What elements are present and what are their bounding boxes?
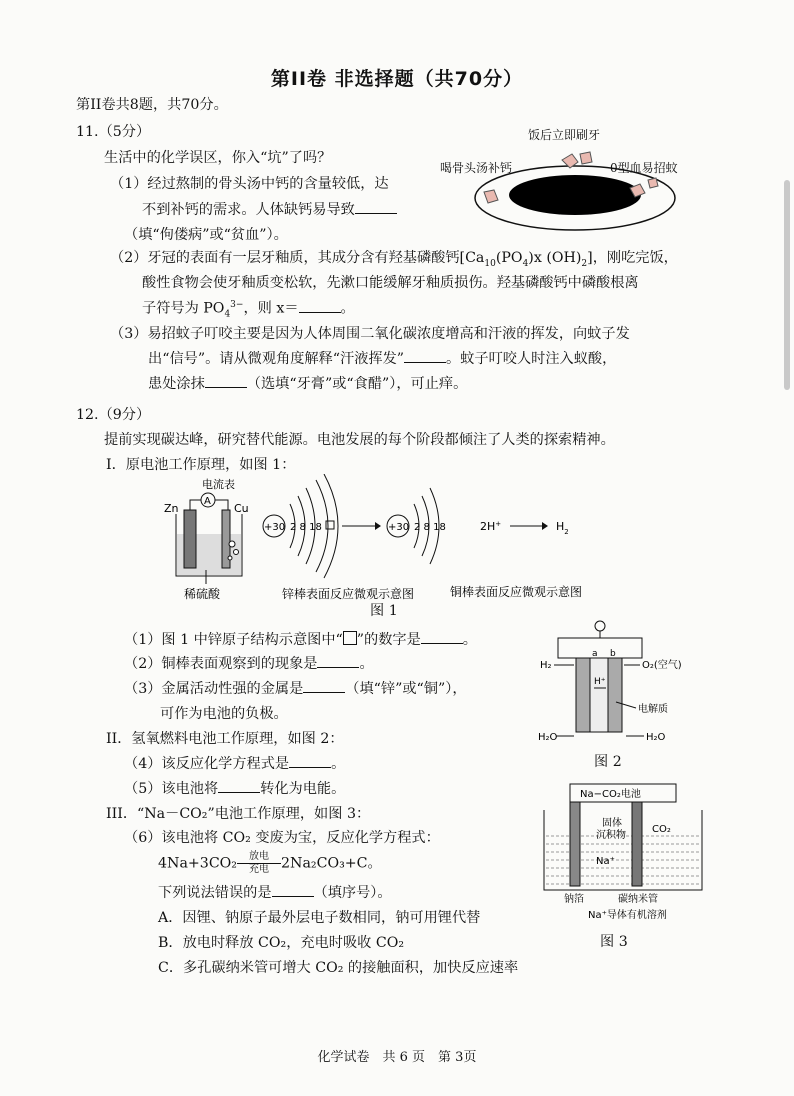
svg-text:H₂: H₂ xyxy=(540,660,552,671)
figure-2-caption: 图 2 xyxy=(594,754,622,770)
page-scrollbar[interactable] xyxy=(784,180,790,390)
figure-2 xyxy=(536,618,716,750)
q11-pitfall-figure xyxy=(470,140,690,240)
svg-text:b: b xyxy=(610,649,616,659)
q11-p2b: 酸性食物会使牙釉质变松软，先漱口能缓解牙釉质损伤。羟基磷酸钙中磷酸根离 xyxy=(142,275,639,291)
svg-text:CO₂: CO₂ xyxy=(652,824,671,835)
q12-item-3b: 可作为电池的负极。 xyxy=(160,706,288,722)
q12-blank-3[interactable] xyxy=(303,691,345,693)
svg-text:2 8 18: 2 8 18 xyxy=(290,522,322,533)
svg-text:+30: +30 xyxy=(388,522,410,533)
svg-text:锌棒表面反应微观示意图: 锌棒表面反应微观示意图 xyxy=(282,587,415,601)
q11-blank-1[interactable] xyxy=(355,212,397,214)
q12-option-b: B．放电时释放 CO₂，充电时吸收 CO₂ xyxy=(158,935,405,951)
q12-item-6b: 下列说法错误的是 （填序号）。 xyxy=(158,885,392,901)
svg-text:钠箔: 钠箔 xyxy=(564,894,584,905)
q12-blank-1[interactable] xyxy=(421,642,463,644)
q12-item-3: （3）金属活动性强的金属是 （填“锌”或“铜”）， xyxy=(124,681,467,697)
svg-text:碳纳米管: 碳纳米管 xyxy=(618,894,658,905)
q12-item-2: （2）铜棒表面观察到的现象是 。 xyxy=(124,656,374,672)
q11-header: 11.（5分） xyxy=(76,124,151,140)
svg-text:Na⁺导体有机溶剂: Na⁺导体有机溶剂 xyxy=(588,910,667,921)
q11-blank-2[interactable] xyxy=(299,311,341,313)
shoe-icon-left xyxy=(484,190,498,203)
svg-text:H₂O: H₂O xyxy=(538,732,558,743)
q12-blank-2[interactable] xyxy=(317,666,359,668)
q12-item-1: （1）图 1 中锌原子结构示意图中“ ”的数字是 。 xyxy=(124,632,477,648)
q11-p1a: （1）经过熬制的骨头汤中钙的含量较低，达 xyxy=(110,176,389,192)
svg-text:a: a xyxy=(592,649,598,659)
svg-text:2 8 18: 2 8 18 xyxy=(414,522,446,533)
q12-section-1: I．原电池工作原理，如图 1： xyxy=(106,457,296,473)
svg-text:O₂(空气): O₂(空气) xyxy=(642,660,682,671)
figure-1-caption: 图 1 xyxy=(370,603,398,619)
svg-text:2H+: 2H+ xyxy=(480,520,502,533)
figure-3 xyxy=(540,780,710,930)
q11-blank-4[interactable] xyxy=(205,386,247,388)
section-intro: 第II卷共8题，共70分。 xyxy=(76,97,228,113)
q12-option-c: C．多孔碳纳米管可增大 CO₂ 的接触面积，加快反应速率 xyxy=(158,960,519,976)
q11-p3b: 出“信号”。请从微观角度解释“汗液挥发” 。蚊子叮咬人时注入蚁酸， xyxy=(148,351,617,367)
q11-p1c: （填“佝偻病”或“贫血”）。 xyxy=(124,227,288,243)
q12-header: 12.（9分） xyxy=(76,407,151,423)
svg-text:Na⁺: Na⁺ xyxy=(596,856,615,867)
figure-3-caption: 图 3 xyxy=(600,934,628,950)
q12-lead: 提前实现碳达峰，研究替代能源。电池发展的每个阶段都倾注了人类的探索精神。 xyxy=(104,432,615,448)
svg-text:稀硫酸: 稀硫酸 xyxy=(184,587,221,601)
q11-p1b: 不到补钙的需求。人体缺钙易导致 xyxy=(142,202,397,219)
svg-text:H₂O: H₂O xyxy=(646,732,666,743)
svg-text:Na−CO₂电池: Na−CO₂电池 xyxy=(580,789,641,800)
q12-blank-6[interactable] xyxy=(272,895,314,897)
q12-blank-4[interactable] xyxy=(289,766,331,768)
svg-text:H2: $H_2$ xyxy=(556,520,569,536)
q12-item-5: （5）该电池将 转化为电能。 xyxy=(124,781,346,797)
svg-text:铜棒表面反应微观示意图: 铜棒表面反应微观示意图 xyxy=(450,585,583,599)
q11-p3c: 患处涂抹 （选填“牙膏”或“食醋”），可止痒。 xyxy=(148,376,468,392)
q12-item-6: （6）该电池将 CO₂ 变废为宝，反应化学方程式： xyxy=(124,830,440,846)
q11-fig-label-left: 喝骨头汤补钙 xyxy=(440,161,513,175)
q11-p3a: （3）易招蚊子叮咬主要是因为人体周围二氧化碳浓度增高和汗液的挥发，向蚊子发 xyxy=(110,326,630,342)
q11-blank-3[interactable] xyxy=(404,361,446,363)
q11-lead: 生活中的化学误区，你入“坑”了吗？ xyxy=(104,150,332,166)
bulb-icon xyxy=(595,621,605,631)
figure-1 xyxy=(150,474,620,604)
shoe-icon-right xyxy=(630,178,658,197)
q12-blank-5[interactable] xyxy=(218,791,260,793)
q12-item-4: （4）该反应化学方程式是 。 xyxy=(124,756,346,772)
svg-text:A: A xyxy=(204,496,211,507)
page-footer: 化学试卷 共 6 页 第 3页 xyxy=(317,1050,477,1065)
q12-section-3: III．“Na－CO₂”电池工作原理，如图 3： xyxy=(106,806,371,822)
svg-text:+30: +30 xyxy=(264,522,286,533)
svg-text:沉积物: 沉积物 xyxy=(596,830,626,841)
q11-fig-label-right: 0型血易招蚊 xyxy=(610,161,678,175)
q11-p2c: 子符号为 $PO_4^{3-}$，则 x＝ 。 xyxy=(142,300,355,320)
q12-option-a: A．因锂、钠原子最外层电子数相同，钠可用锂代替 xyxy=(158,910,481,926)
svg-text:电解质: 电解质 xyxy=(638,704,668,715)
page-title: 第II卷 非选择题（共70分） xyxy=(270,68,524,90)
svg-text:H⁺: H⁺ xyxy=(594,677,606,687)
q12-section-2: II．氢氧燃料电池工作原理，如图 2： xyxy=(106,731,344,747)
svg-text:固体: 固体 xyxy=(602,818,622,829)
q11-fig-label-top: 饭后立即刷牙 xyxy=(528,128,601,142)
q11-p2a: （2）牙冠的表面有一层牙釉质，其成分含有羟基磷酸钙[$Ca_{10}(PO_4)x$ $(OH)_2$]，刚吃完饭， xyxy=(110,250,678,269)
svg-text:Zn: Zn xyxy=(164,502,179,515)
q12-equation: 4Na+3CO₂ $\frac{\text{放电}}{\text{充电}}$ 2Na₂CO₃+C。 xyxy=(158,851,382,875)
svg-text:Cu: Cu xyxy=(234,502,249,515)
svg-text:电流表: 电流表 xyxy=(202,478,235,491)
unknown-box xyxy=(326,521,334,529)
